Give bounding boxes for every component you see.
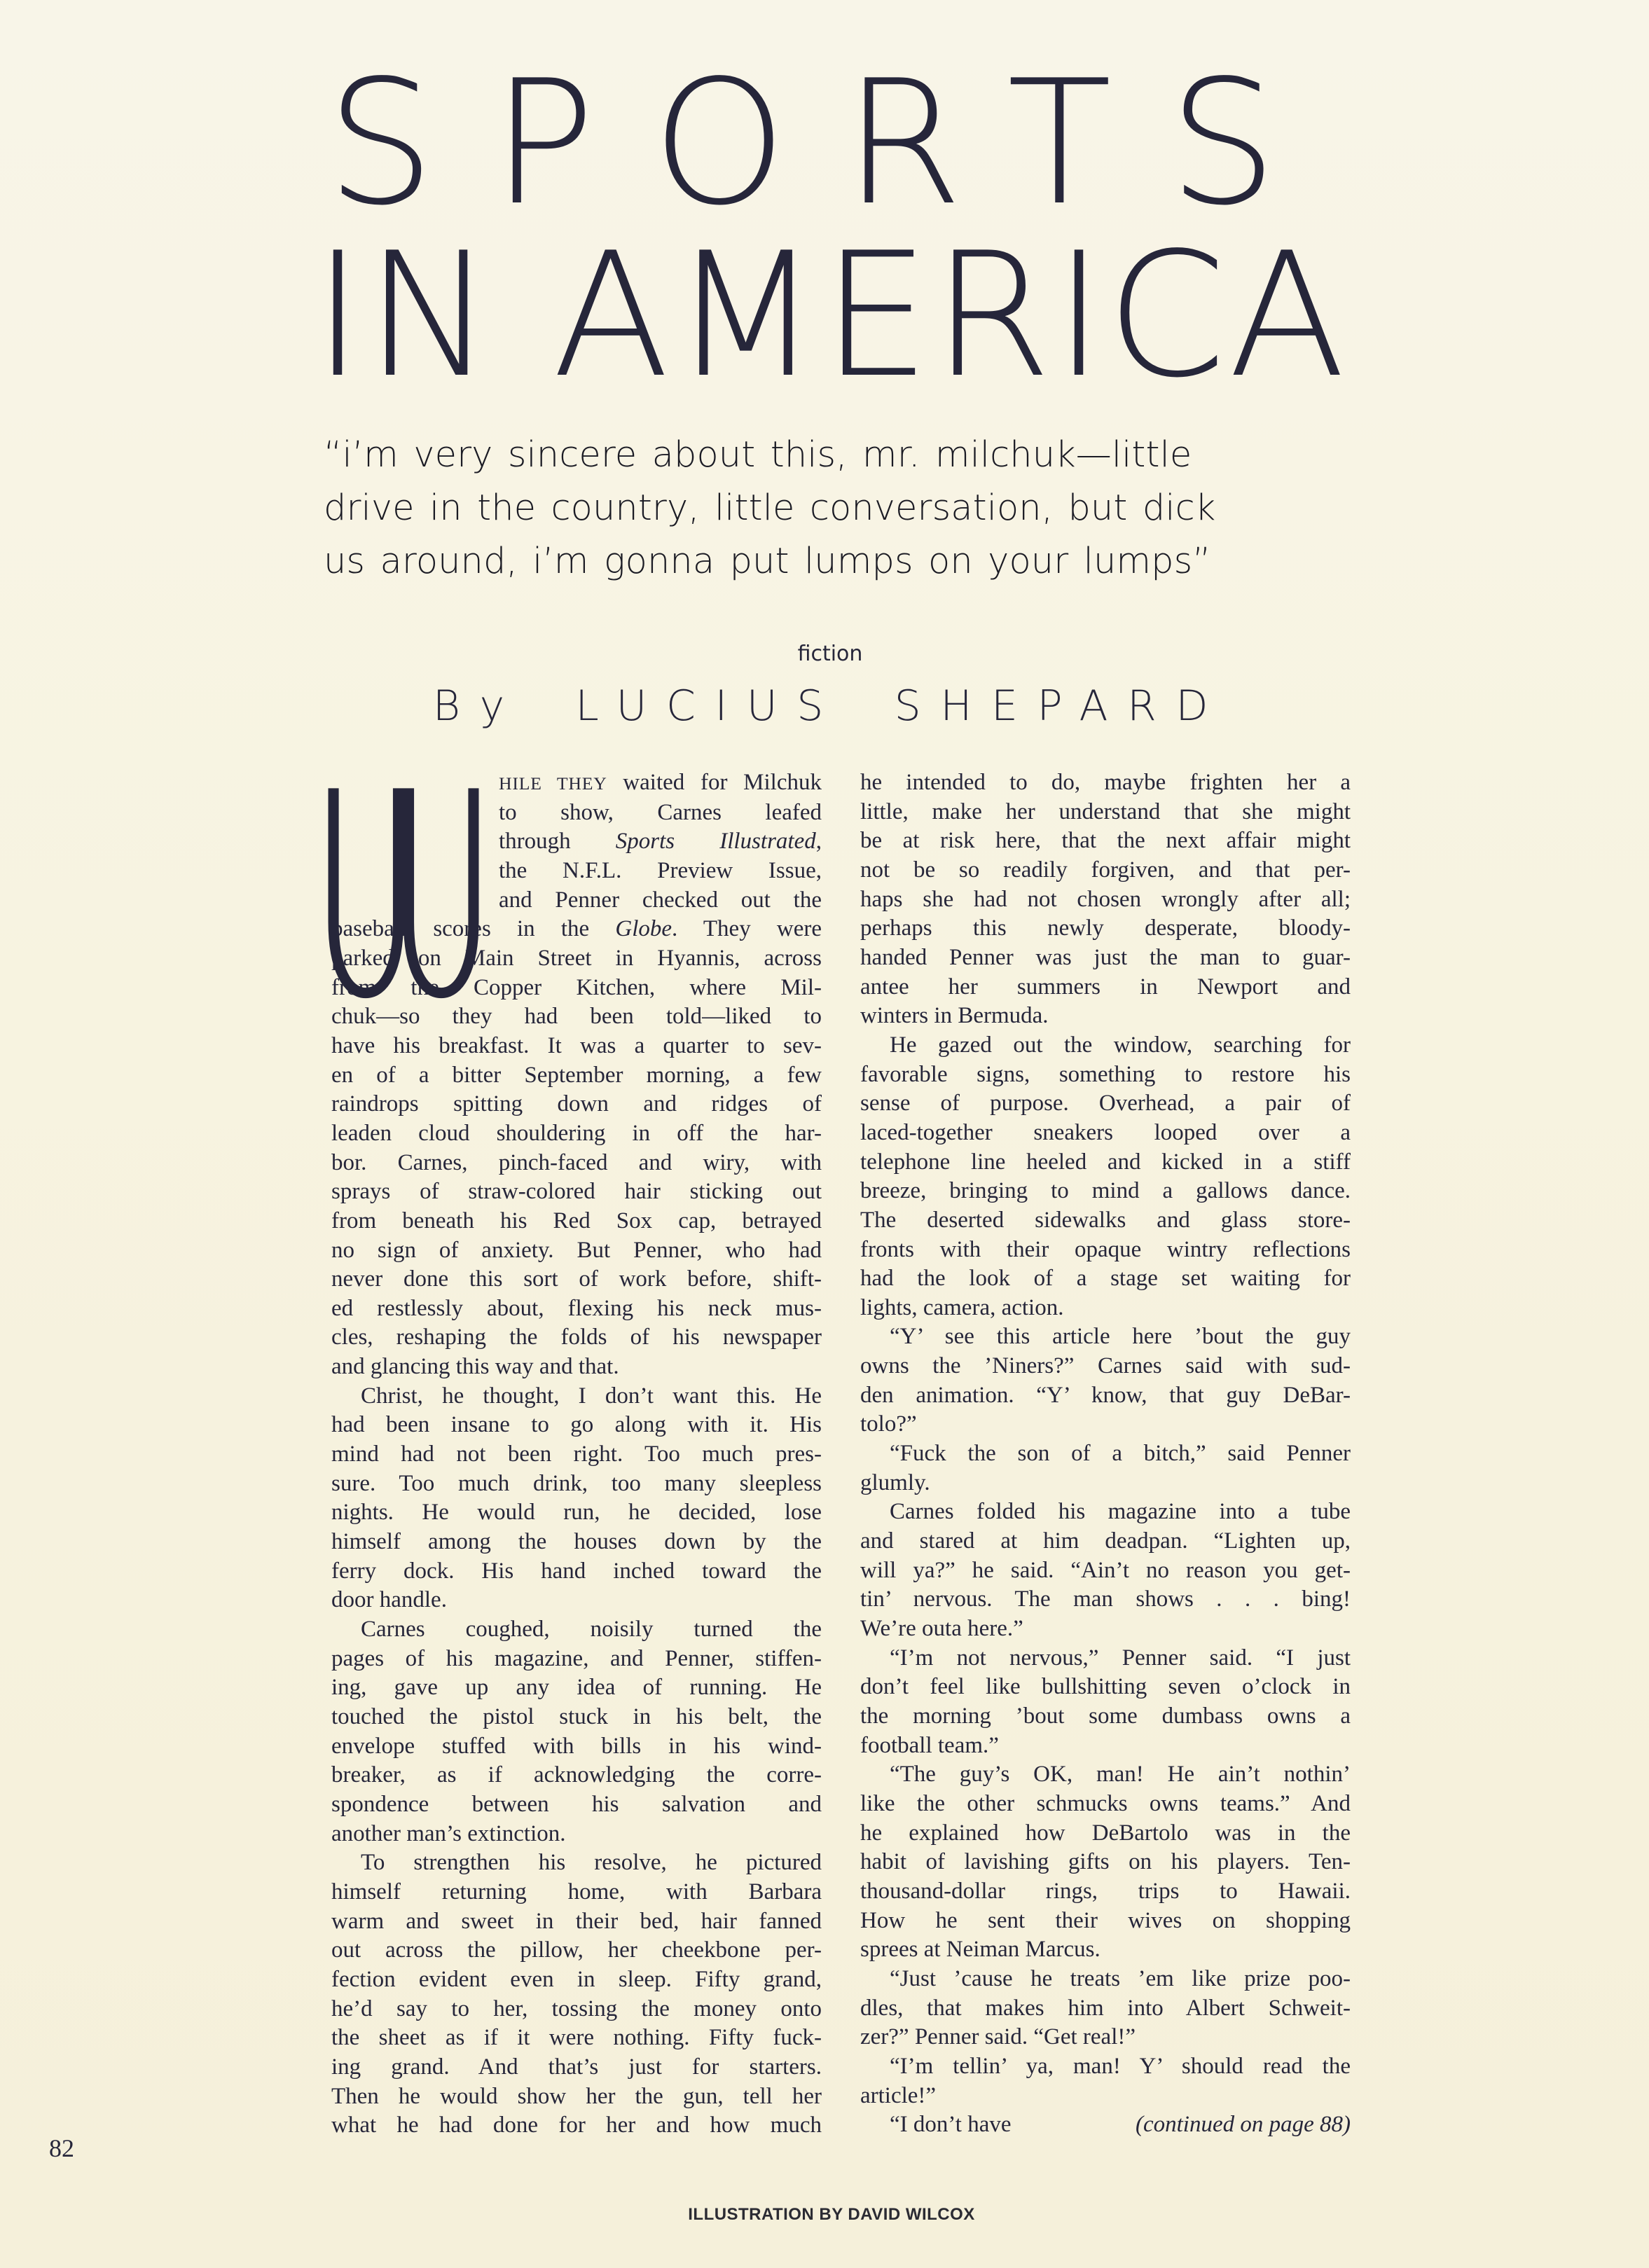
text-line (331, 1528, 822, 1557)
text-line (860, 1731, 1351, 1761)
text-segment: telephone line heeled and kicked in a stiff (860, 1149, 1351, 1175)
text-line (860, 1935, 1351, 1965)
text-line (331, 1936, 822, 1965)
text-segment: had the look of a stage set waiting for (860, 1266, 1351, 1292)
text-segment: no sign of anxiety. But Penner, who had (331, 1237, 822, 1263)
text-segment: sprees at Neiman Marcus. (860, 1937, 1101, 1963)
pull-quote-line: drive in the country, little conversation, but dick (324, 488, 1216, 529)
text-segment: lights, camera, action. (860, 1294, 1064, 1320)
text-segment: he explained how DeBartolo was in the (860, 1820, 1351, 1846)
text-segment: How he sent their wives on shopping (860, 1907, 1351, 1933)
text-line (860, 1702, 1351, 1731)
text-segment: cles, reshaping the folds of his newspaper (331, 1325, 822, 1350)
text-segment: the morning ’bout some dumbass owns a (860, 1703, 1351, 1729)
text-line (860, 1031, 1351, 1060)
text-line (860, 1089, 1351, 1119)
text-segment: don’t feel like bullshitting seven o’clock in (860, 1674, 1351, 1700)
text-segment: from the Copper Kitchen, where Mil- (331, 974, 822, 1000)
text-segment: he’d say to her, tossing the money onto (331, 1996, 822, 2021)
text-line (331, 1411, 822, 1440)
text-line (331, 1703, 822, 1732)
text-line (860, 1410, 1351, 1439)
text-line (331, 1323, 822, 1353)
text-line (331, 1236, 822, 1266)
byline: By LUCIUS SHEPARD (432, 682, 1228, 731)
text-segment: will ya?” he said. “Ain’t no reason you get- (860, 1557, 1351, 1583)
text-segment: ed restlessly about, flexing his neck mus- (331, 1295, 822, 1321)
text-line (331, 1732, 822, 1762)
text-segment: never done this sort of work before, shift- (331, 1266, 822, 1292)
text-segment: waited for Milchuk (607, 770, 822, 795)
italic-text: Globe (615, 916, 672, 942)
text-line (331, 1353, 822, 1382)
text-line (331, 1790, 822, 1820)
text-segment: touched the pistol stuck in his belt, the (331, 1704, 822, 1729)
text-segment: winters in Bermuda. (860, 1003, 1049, 1029)
text-line (860, 1439, 1351, 1469)
text-line (860, 1527, 1351, 1556)
text-line (331, 1177, 822, 1207)
page-title-line-1: SPORTS (326, 43, 1334, 243)
text-segment: favorable signs, something to restore his (860, 1061, 1351, 1087)
text-segment: He gazed out the window, searching for (890, 1032, 1351, 1058)
text-segment: himself among the houses down by the (331, 1529, 822, 1555)
text-segment: article!” (860, 2082, 937, 2108)
page-number: 82 (49, 2134, 74, 2162)
text-segment: the sheet as if it were nothing. Fifty fuck- (331, 2025, 822, 2051)
text-segment: den animation. “Y’ know, that guy DeBar- (860, 1382, 1351, 1408)
text-segment: himself returning home, with Barbara (331, 1879, 822, 1904)
text-line (331, 1995, 822, 2024)
text-segment: , (815, 829, 822, 855)
text-segment: breeze, bringing to mind a gallows dance. (860, 1178, 1351, 1204)
text-line (331, 1207, 822, 1236)
text-line (331, 1761, 822, 1790)
text-segment: zer?” Penner said. “Get real!” (860, 2024, 1136, 2050)
text-line (331, 1820, 822, 1849)
text-segment: “I don’t have (890, 2112, 1012, 2138)
text-line (860, 1614, 1351, 1644)
text-segment: thousand-dollar rings, trips to Hawaii. (860, 1878, 1351, 1904)
text-segment: leaden cloud shouldering in off the har- (331, 1120, 822, 1146)
text-segment: out across the pillow, her cheekbone per- (331, 1937, 822, 1963)
text-segment: . They were (672, 916, 822, 942)
text-segment: nights. He would run, he decided, lose (331, 1500, 822, 1526)
text-line (331, 1615, 822, 1645)
text-line (860, 2023, 1351, 2052)
text-segment: and Penner checked out the (499, 887, 822, 913)
text-line (860, 1790, 1351, 1819)
text-line (860, 973, 1351, 1002)
text-line (331, 1907, 822, 1937)
text-segment: laced-together sneakers looped over a (860, 1119, 1351, 1145)
text-segment: baseball scores in the (331, 916, 616, 942)
text-segment: handed Penner was just the man to guar- (860, 944, 1351, 970)
text-line (860, 768, 1351, 798)
text-segment: habit of lavishing gifts on his players. Ten- (860, 1849, 1351, 1875)
text-line (860, 1585, 1351, 1614)
drop-cap-w (326, 788, 481, 1000)
text-segment: antee her summers in Newport and (860, 974, 1351, 1000)
text-segment: spondence between his salvation and (331, 1791, 822, 1817)
text-line (860, 1469, 1351, 1498)
text-line (331, 1645, 822, 1674)
text-line (860, 1819, 1351, 1848)
pull-quote-line: us around, i’m gonna put lumps on your lumps” (324, 541, 1211, 582)
text-line (860, 1119, 1351, 1148)
text-line (860, 1206, 1351, 1236)
text-segment: envelope stuffed with bills in his wind- (331, 1733, 822, 1759)
text-line (331, 1002, 822, 1032)
text-segment: Then he would show her the gun, tell her (331, 2083, 822, 2109)
text-line (331, 1848, 822, 1878)
text-line (331, 2111, 822, 2141)
text-segment: fection evident even in sleep. Fifty grand, (331, 1966, 822, 1992)
text-segment: sense of purpose. Overhead, a pair of (860, 1091, 1351, 1116)
text-segment: To strengthen his resolve, he pictured (361, 1850, 822, 1876)
text-line (331, 1294, 822, 1324)
text-segment: through (499, 829, 616, 855)
text-segment: have his breakfast. It was a quarter to sev- (331, 1032, 822, 1058)
small-caps-text: HILE THEY (499, 773, 607, 794)
text-line (860, 856, 1351, 885)
text-segment: ing, gave up any idea of running. He (331, 1675, 822, 1701)
text-segment: little, make her understand that she might (860, 798, 1351, 824)
body-column-left (331, 768, 822, 2141)
text-line (331, 1382, 822, 1411)
text-line (860, 1177, 1351, 1206)
text-line (331, 1061, 822, 1091)
text-segment: dles, that makes him into Albert Schweit- (860, 1995, 1351, 2021)
text-line (331, 1265, 822, 1294)
text-segment: owns the ’Niners?” Carnes said with sud- (860, 1353, 1351, 1379)
text-segment: sure. Too much drink, too many sleepless (331, 1470, 822, 1496)
text-line (860, 1644, 1351, 1673)
text-segment: like the other schmucks owns teams.” And (860, 1790, 1351, 1816)
text-line (860, 1264, 1351, 1294)
text-line (331, 1470, 822, 1499)
text-segment: from beneath his Red Sox cap, betrayed (331, 1208, 822, 1233)
text-line (860, 827, 1351, 856)
text-segment: warm and sweet in their bed, hair fanned (331, 1908, 822, 1934)
text-segment: mind had not been right. Too much pres- (331, 1441, 822, 1467)
text-line (860, 1673, 1351, 1702)
text-segment: bor. Carnes, pinch-faced and wiry, with (331, 1149, 822, 1175)
text-segment: what he had done for her and how much (331, 2113, 822, 2138)
text-line (860, 1877, 1351, 1907)
text-segment: breaker, as if acknowledging the corre- (331, 1762, 822, 1788)
body-column-right (860, 768, 1351, 2140)
text-segment: sprays of straw-colored hair sticking out (331, 1179, 822, 1205)
text-segment: perhaps this newly desperate, bloody- (860, 915, 1351, 941)
text-segment: glumly. (860, 1470, 930, 1495)
text-line (331, 2024, 822, 2053)
text-line (860, 1294, 1351, 1323)
text-segment: not be so readily forgiven, and that per- (860, 857, 1351, 883)
text-segment: “Y’ see this article here ’bout the guy (890, 1324, 1351, 1350)
text-line (331, 1878, 822, 1907)
text-segment: be at risk here, that the next affair might (860, 828, 1351, 854)
pull-quote-line: “i’m very sincere about this, mr. milchuk—little (324, 434, 1192, 476)
pull-quote (324, 429, 1388, 588)
text-segment: We’re outa here.” (860, 1616, 1023, 1642)
text-segment: he intended to do, maybe frighten her a (860, 770, 1351, 795)
text-line (860, 2052, 1351, 2082)
text-line (331, 1965, 822, 1995)
text-segment: tolo?” (860, 1411, 917, 1437)
text-line (860, 1760, 1351, 1790)
text-segment: ing grand. And that’s just for starters. (331, 2054, 822, 2080)
text-line (860, 1907, 1351, 1936)
text-line (331, 1557, 822, 1586)
text-segment: “Fuck the son of a bitch,” said Penner (890, 1441, 1351, 1467)
text-segment: to show, Carnes leafed (499, 799, 822, 825)
text-line (860, 798, 1351, 827)
text-line (331, 1673, 822, 1703)
text-line (331, 2053, 822, 2082)
text-line (860, 943, 1351, 973)
text-segment: pages of his magazine, and Penner, stiffen- (331, 1645, 822, 1671)
text-line (860, 1381, 1351, 1411)
text-line (860, 1148, 1351, 1177)
text-line (860, 1498, 1351, 1527)
italic-text: (continued on page 88) (1135, 2112, 1351, 2138)
text-segment: the N.F.L. Preview Issue, (499, 857, 822, 883)
illustration-credit: ILLUSTRATION BY DAVID WILCOX (688, 2205, 975, 2224)
text-segment: en of a bitter September morning, a few (331, 1062, 822, 1088)
text-segment: “The guy’s OK, man! He ain’t nothin’ (890, 1762, 1351, 1788)
text-line (860, 1322, 1351, 1352)
text-segment: Carnes folded his magazine into a tube (890, 1499, 1351, 1525)
text-line (860, 1352, 1351, 1381)
text-line (860, 914, 1351, 943)
text-segment: tin’ nervous. The man shows . . . bing! (860, 1586, 1351, 1612)
text-line (331, 1440, 822, 1470)
text-line (331, 1119, 822, 1149)
text-line (860, 1965, 1351, 1994)
text-segment: “I’m tellin’ ya, man! Y’ should read the (890, 2053, 1351, 2079)
text-segment: Christ, he thought, I don’t want this. He (361, 1383, 822, 1409)
text-segment: ferry dock. His hand inched toward the (331, 1558, 822, 1584)
text-line (331, 1032, 822, 1061)
text-line (331, 2082, 822, 2112)
text-line (860, 885, 1351, 915)
text-line (860, 1236, 1351, 1265)
text-segment: haps she had not chosen wrongly after all; (860, 886, 1351, 912)
text-line (331, 1498, 822, 1528)
text-line (331, 1090, 822, 1119)
text-segment: fronts with their opaque wintry reflections (860, 1236, 1351, 1262)
text-line (860, 1002, 1351, 1031)
text-segment: and glancing this way and that. (331, 1354, 619, 1380)
text-segment: “Just ’cause he treats ’em like prize poo- (890, 1965, 1351, 1991)
text-segment: raindrops spitting down and ridges of (331, 1091, 822, 1117)
text-segment: parked on Main Street in Hyannis, across (331, 945, 822, 971)
text-line (860, 1994, 1351, 2024)
text-line (331, 1149, 822, 1178)
italic-text: Sports Illustrated (615, 829, 816, 855)
text-segment: had been insane to go along with it. His (331, 1412, 822, 1438)
text-line (331, 1586, 822, 1615)
text-segment: “I’m not nervous,” Penner said. “I just (890, 1645, 1351, 1671)
page-title-line-2: IN AMERICA (312, 216, 1348, 415)
text-segment: and stared at him deadpan. “Lighten up, (860, 1528, 1351, 1554)
text-segment: door handle. (331, 1587, 447, 1613)
section-kicker: fiction (797, 642, 863, 666)
text-line (860, 1848, 1351, 1877)
text-segment: chuk—so they had been told—liked to (331, 1004, 822, 1030)
text-segment: The deserted sidewalks and glass store- (860, 1207, 1351, 1233)
text-line (860, 2082, 1351, 2111)
text-line (860, 1556, 1351, 1586)
text-segment: football team.” (860, 1732, 999, 1758)
text-segment: another man’s extinction. (331, 1820, 566, 1846)
text-line (860, 1060, 1351, 1090)
text-line (860, 2110, 1351, 2140)
text-segment: Carnes coughed, noisily turned the (361, 1617, 822, 1643)
